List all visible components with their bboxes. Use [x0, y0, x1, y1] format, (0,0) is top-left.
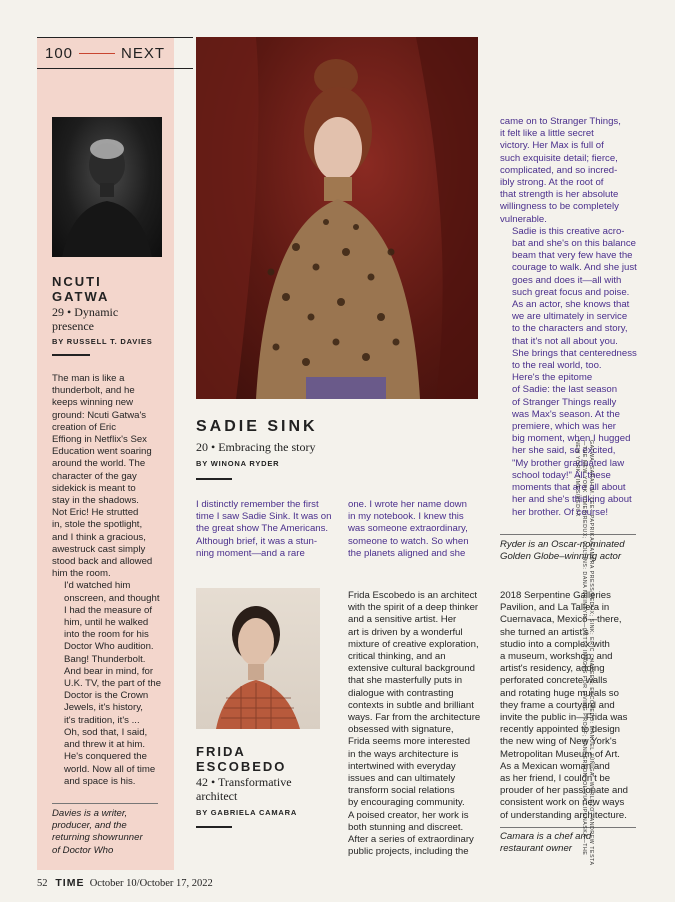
ncuti-body-line: world. Now all of time	[64, 763, 156, 775]
sadie-body-line: such great focus and poise.	[512, 286, 630, 298]
ncuti-body-line: He's conquered the	[64, 751, 147, 763]
sadie-column-2	[348, 499, 498, 560]
frida-note-rule	[500, 827, 636, 828]
ncuti-body-line: Doctor is the Crown	[64, 690, 149, 702]
ncuti-name	[52, 274, 109, 304]
sadie-body-line: I distinctly remember the first	[196, 499, 319, 510]
frida-body-line: art is driven by a wonderful	[348, 626, 463, 638]
sadie-body-line: willingness to be completely	[500, 201, 619, 213]
sadie-body-line: her brother. Of course!	[512, 506, 608, 518]
frida-body-line: with the spirit of a deep thinker	[348, 602, 479, 614]
ncuti-body-line: thunderbolt, and he	[52, 385, 135, 397]
frida-body-line: recently appointed to design	[500, 724, 621, 736]
ncuti-body-line: creation of Eric	[52, 421, 116, 433]
ncuti-body-line: and space is his.	[64, 775, 136, 787]
sadie-body-line: victory. Her Max is full of	[500, 140, 604, 152]
ncuti-body-line: Effiong in Netflix's Sex	[52, 434, 147, 446]
ncuti-note	[52, 808, 172, 857]
sadie-body-line: bat and she's on this balance	[512, 238, 636, 250]
ncuti-rule	[52, 354, 90, 356]
ncuti-note-rule	[52, 803, 158, 804]
frida-body-line: a museum, workshop, and	[500, 651, 613, 663]
ncuti-body-line: ground: Ncuti Gatwa's	[52, 409, 147, 421]
sadie-body-line: vulnerable.	[500, 213, 547, 225]
ncuti-body-line: into the room for his	[64, 629, 149, 641]
frida-body-line: critical thinking, and an	[348, 651, 446, 663]
frida-subtitle	[196, 775, 292, 803]
sadie-paragraph-1	[500, 116, 645, 226]
sadie-body-line: that it's not all about you.	[512, 335, 618, 347]
frida-name	[196, 744, 286, 774]
sadie-body-line: to the characters and story,	[512, 323, 628, 335]
frida-body-line: in the ways architecture is	[348, 748, 459, 760]
ncuti-body-line: I'd watched him	[64, 580, 131, 592]
sadie-body-line: Here's the epitome	[512, 372, 593, 384]
frida-body-line: Pavilion, and La Tallera in	[500, 602, 610, 614]
photo-credits: GATWA: SARAH M. LEE—PAPRIKA/CAMERA PRESS/REDUX; SINK: ERIC CHAKEEN; ESCOBEDO: MANUEL ZÚÑIGA—WURLEZO—ANDREW TESTA—THE NEW YORK TIMES/REDUX; COLLINS: DANA MCINTYRE—GETTY IMAGES FOR LIVING PROOF; SANDERSON: OLIVIA LIPSNASKA—THE NEW YORK TIMES/REDUX	[574, 440, 594, 866]
sadie-body-line: school today!" All these	[512, 469, 611, 481]
ncuti-note-line: Davies is a writer,	[52, 808, 128, 819]
ncuti-subtitle-line1: 29 • Dynamic	[52, 305, 119, 319]
ncuti-body-line: Education went soaring	[52, 446, 152, 458]
sadie-body-line: to the real world, too.	[512, 360, 602, 372]
frida-body-line: extensive cultural background	[348, 663, 475, 675]
ncuti-body-line: onscreen, and thought	[64, 592, 160, 604]
ncuti-body-line: in, stole the spotlight,	[52, 519, 143, 531]
frida-column-1	[348, 590, 498, 858]
sadie-body-line: we are ultimately in service	[512, 311, 628, 323]
frida-note-line: Camara is a chef and	[500, 831, 592, 842]
ncuti-body-line: Doctor Who audition.	[64, 641, 154, 653]
ncuti-note-line: producer, and the	[52, 820, 127, 832]
ncuti-body	[52, 373, 172, 788]
frida-byline: BY GABRIELA CAMARA	[196, 808, 298, 817]
frida-body-line: transform social relations	[348, 785, 455, 797]
sadie-body-line: beam that very few have the	[512, 250, 633, 262]
frida-body-line: prouder of her passionate and	[500, 785, 629, 797]
sadie-paragraph-2	[500, 226, 645, 372]
ncuti-body-line: Not Eric! He strutted	[52, 507, 139, 519]
sadie-body-line: As an actor, she knows that	[512, 299, 630, 311]
frida-body-line: obsessed with signature,	[348, 724, 454, 736]
frida-body-line: Frida Escobedo is an architect	[348, 590, 478, 601]
frida-body-line: and rotating huge murals so	[500, 687, 619, 699]
header-rule	[79, 53, 115, 54]
ncuti-body-line: Oh, sod that, I said,	[64, 726, 148, 738]
frida-note-line: restaurant owner	[500, 843, 572, 855]
ncuti-body-line: awestruck cast simply	[52, 543, 146, 555]
ncuti-body-line: keeps winning new	[52, 397, 134, 409]
frida-body-line: invite the public in—Frida was	[500, 712, 628, 724]
sadie-name: SADIE SINK	[196, 418, 318, 435]
ncuti-body-line: stood back and allowed	[52, 556, 153, 568]
sadie-body-line: "My brother graduated law	[512, 457, 625, 469]
ncuti-body-line: character of the gay	[52, 470, 137, 482]
frida-body-line: they frame a courtyard and	[500, 699, 615, 711]
ncuti-body-line: And bear in mind, for	[64, 665, 154, 677]
header-section: NEXT	[121, 44, 166, 62]
sadie-body-line: Sadie is this creative acro-	[512, 225, 625, 237]
ncuti-body-line: Jewels, it's history,	[64, 702, 143, 714]
sadie-rule	[196, 478, 232, 480]
frida-escobedo-photo	[196, 588, 320, 729]
frida-body-line: intertwined with everyday	[348, 760, 456, 772]
sadie-body-line: goes and does it—all with	[512, 274, 622, 286]
ncuti-body-line: I had the measure of	[64, 604, 152, 616]
sadie-body-line: time I saw Sadie Sink. It was on	[196, 511, 332, 523]
frida-body-line: by encouraging community.	[348, 797, 465, 809]
sadie-body-line: was Max's season. At the	[512, 408, 620, 420]
sadie-body-line: of Sadie: the last season	[512, 384, 618, 396]
sadie-body-line: the great show The Americans.	[196, 523, 329, 535]
frida-body-line: 2018 Serpentine Galleries	[500, 590, 611, 601]
ncuti-body-line: The man is like a	[52, 373, 125, 384]
frida-name-line2: ESCOBEDO	[196, 759, 287, 774]
ncuti-body-line: Bang! Thunderbolt.	[64, 653, 146, 665]
frida-body-line: studio into a complex with	[500, 638, 610, 650]
ncuti-body-line: stay in the shadows.	[52, 495, 139, 507]
frida-body-line: as her friend, I couldn't be	[500, 773, 611, 785]
ncuti-gatwa-photo	[52, 117, 162, 257]
sadie-body-line: premiere, which was her	[512, 421, 616, 433]
sadie-body-line: such exquisite detail; fierce,	[500, 152, 618, 164]
frida-body-line: both stunning and discreet.	[348, 821, 464, 833]
sadie-body-line: courage to walk. And she just	[512, 262, 637, 274]
sadie-byline: BY WINONA RYDER	[196, 459, 280, 468]
frida-body-line: artist's residency, adding	[500, 663, 605, 675]
frida-body-line: After a series of extraordinary	[348, 834, 474, 846]
ncuti-name-line1: NCUTI	[52, 274, 102, 289]
sadie-note-rule	[500, 534, 636, 535]
ncuti-byline: BY RUSSELL T. DAVIES	[52, 337, 153, 346]
issue-date: October 10/October 17, 2022	[89, 878, 213, 889]
page-number: 52	[37, 878, 48, 889]
frida-body-line: ways. Far from the architecture	[348, 712, 481, 724]
ncuti-note-line: of Doctor Who	[52, 844, 114, 856]
sadie-column-1	[196, 499, 346, 560]
sadie-note-line: Golden Globe–winning actor	[500, 551, 622, 563]
ncuti-paragraph-2	[52, 580, 172, 751]
sadie-body-line: of Stranger Things really	[512, 396, 617, 408]
sadie-body-line: that strength is her absolute	[500, 189, 619, 201]
sadie-body-line: was someone extraordinary,	[348, 523, 468, 535]
sadie-body-line: in my notebook. I knew this	[348, 511, 464, 523]
frida-subtitle-line2: architect	[196, 789, 238, 803]
sadie-subtitle: 20 • Embracing the story	[196, 440, 316, 454]
frida-body-line: dialogue with contrasting	[348, 687, 454, 699]
sadie-body-line: came on to Stranger Things,	[500, 116, 621, 127]
header-number: 100	[45, 44, 74, 62]
frida-body-line: that she masterfully puts in	[348, 675, 463, 687]
frida-body-line: public projects, including the	[348, 846, 469, 858]
ncuti-body-line: him the room.	[52, 568, 111, 580]
frida-body-line: Cuernavaca, Mexico—there,	[500, 614, 622, 626]
ncuti-body-line: sidekick is meant to	[52, 482, 136, 494]
sadie-body-line: her and she's thinking about	[512, 494, 632, 506]
sadie-note-line: Ryder is an Oscar-nominated	[500, 539, 625, 550]
frida-rule	[196, 826, 232, 828]
section-header	[37, 37, 193, 69]
sadie-body-line: She brings that centeredness	[512, 347, 637, 359]
frida-body-line: issues and can ultimately	[348, 773, 456, 785]
sadie-body-line: ning moment—and a rare	[196, 547, 305, 559]
sadie-body-line: Although brief, it was a stun-	[196, 535, 318, 547]
ncuti-subtitle	[52, 305, 118, 333]
sadie-body-line: it felt like a little secret	[500, 128, 594, 140]
sadie-sink-photo	[196, 37, 478, 399]
sadie-body-line: complicated, and so incred-	[500, 164, 618, 176]
frida-body-line: and a sensitive artist. Her	[348, 614, 457, 626]
frida-body-line: perforated concrete walls	[500, 675, 608, 687]
sadie-body-line: the planets aligned and she	[348, 547, 466, 559]
ncuti-name-line2: GATWA	[52, 289, 110, 304]
frida-body-line: Metropolitan Museum of Art.	[500, 748, 620, 760]
ncuti-paragraph-3	[52, 751, 172, 788]
frida-body-line: the new wing of New York's	[500, 736, 617, 748]
frida-subtitle-line1: 42 • Transformative	[196, 775, 292, 789]
sadie-body-line: someone to watch. So when	[348, 535, 469, 547]
sadie-body-line: moments that are all about	[512, 482, 626, 494]
ncuti-body-line: him, until he walked	[64, 617, 149, 629]
ncuti-paragraph-1	[52, 373, 172, 580]
sadie-body-line: one. I wrote her name down	[348, 499, 467, 510]
frida-body-line: she turned an artist's	[500, 626, 589, 638]
page-footer	[37, 877, 213, 889]
frida-body-line: mixture of creative exploration,	[348, 638, 479, 650]
frida-body-line: contexts in subtle and brilliant	[348, 699, 474, 711]
ncuti-body-line: and threw it at him.	[64, 739, 146, 751]
frida-body-line: A poised creator, her work is	[348, 809, 469, 821]
frida-body-line: Frida seems more interested	[348, 736, 471, 748]
sadie-body-line: ibly strong. At the root of	[500, 177, 604, 189]
ncuti-body-line: around the world. The	[52, 458, 146, 470]
frida-name-line1: FRIDA	[196, 744, 246, 759]
ncuti-body-line: U.K. TV, the part of the	[64, 678, 162, 690]
frida-body-line: of understanding architecture.	[500, 809, 627, 821]
ncuti-note-line: returning showrunner	[52, 832, 143, 844]
frida-body-line: As a Mexican woman and	[500, 760, 610, 772]
brand-name: TIME	[55, 877, 85, 889]
sadie-body-line: big moment, when I hugged	[512, 433, 631, 445]
frida-body-line: consistent work on new ways	[500, 797, 625, 809]
ncuti-body-line: and I think a gracious,	[52, 531, 146, 543]
ncuti-body-line: it's tradition, it's ...	[64, 714, 140, 726]
ncuti-subtitle-line2: presence	[52, 319, 94, 333]
sadie-body-line: her she said, so excited,	[512, 445, 616, 457]
